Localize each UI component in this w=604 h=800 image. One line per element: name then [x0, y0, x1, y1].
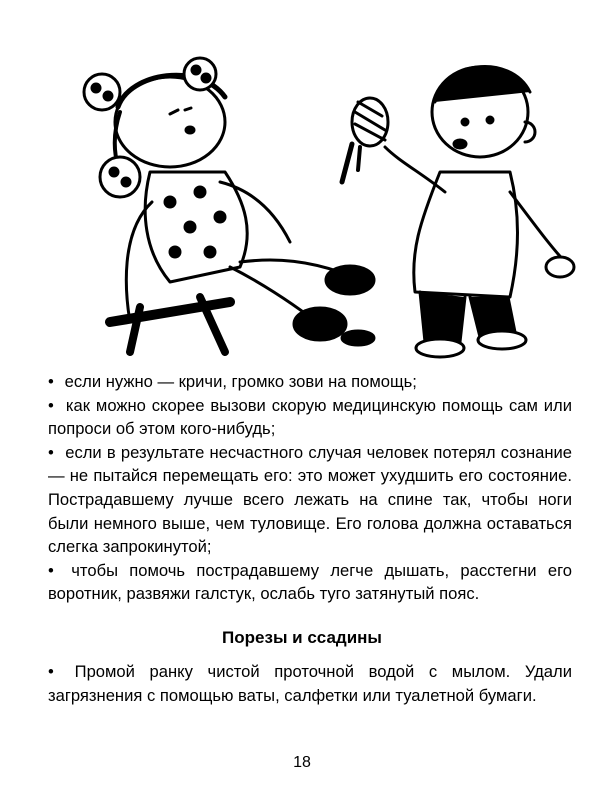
bullet-marker: •	[48, 662, 54, 681]
list-item	[48, 660, 572, 707]
list-item	[48, 559, 572, 606]
list-item	[48, 441, 572, 559]
page-number: 18	[293, 754, 311, 771]
list-item-text: если в результате несчастного случая человек потерял сознание — не пытайся перемещать его: это может ухудшить его состояние. Пострадавшему лучше всего лежать на спине так, чтобы ноги были немного выше, чем туловище. Его голова должна оставаться слегка запрокинутой;	[48, 442, 572, 557]
bullet-marker: •	[48, 395, 54, 415]
bullet-marker: •	[48, 442, 54, 462]
list-item	[48, 394, 572, 441]
girl-figure	[84, 58, 374, 352]
bullet-marker: •	[48, 372, 54, 391]
list-item-text: чтобы помочь пострадавшему легче дышать, расстегни его воротник, развяжи галстук, ослабь туго затянутый пояс.	[48, 560, 572, 604]
bullet-marker: •	[48, 560, 54, 580]
list-item-text: как можно скорее вызови скорую медицинскую помощь сам или попроси об этом кого-нибудь;	[48, 395, 572, 439]
boy-figure	[342, 67, 574, 357]
list-item	[48, 370, 572, 394]
section-heading: Порезы и ссадины	[222, 628, 382, 647]
illustration-girl-fallen-boy-bandaged-hand	[40, 52, 580, 364]
list-item-text: если нужно — кричи, громко зови на помощь;	[64, 372, 417, 391]
main-text	[48, 370, 572, 606]
list-item-text: Промой ранку чистой проточной водой с мылом. Удали загрязнения с помощью ваты, салфетки или туалетной бумаги.	[48, 662, 572, 705]
section-text	[48, 660, 572, 707]
